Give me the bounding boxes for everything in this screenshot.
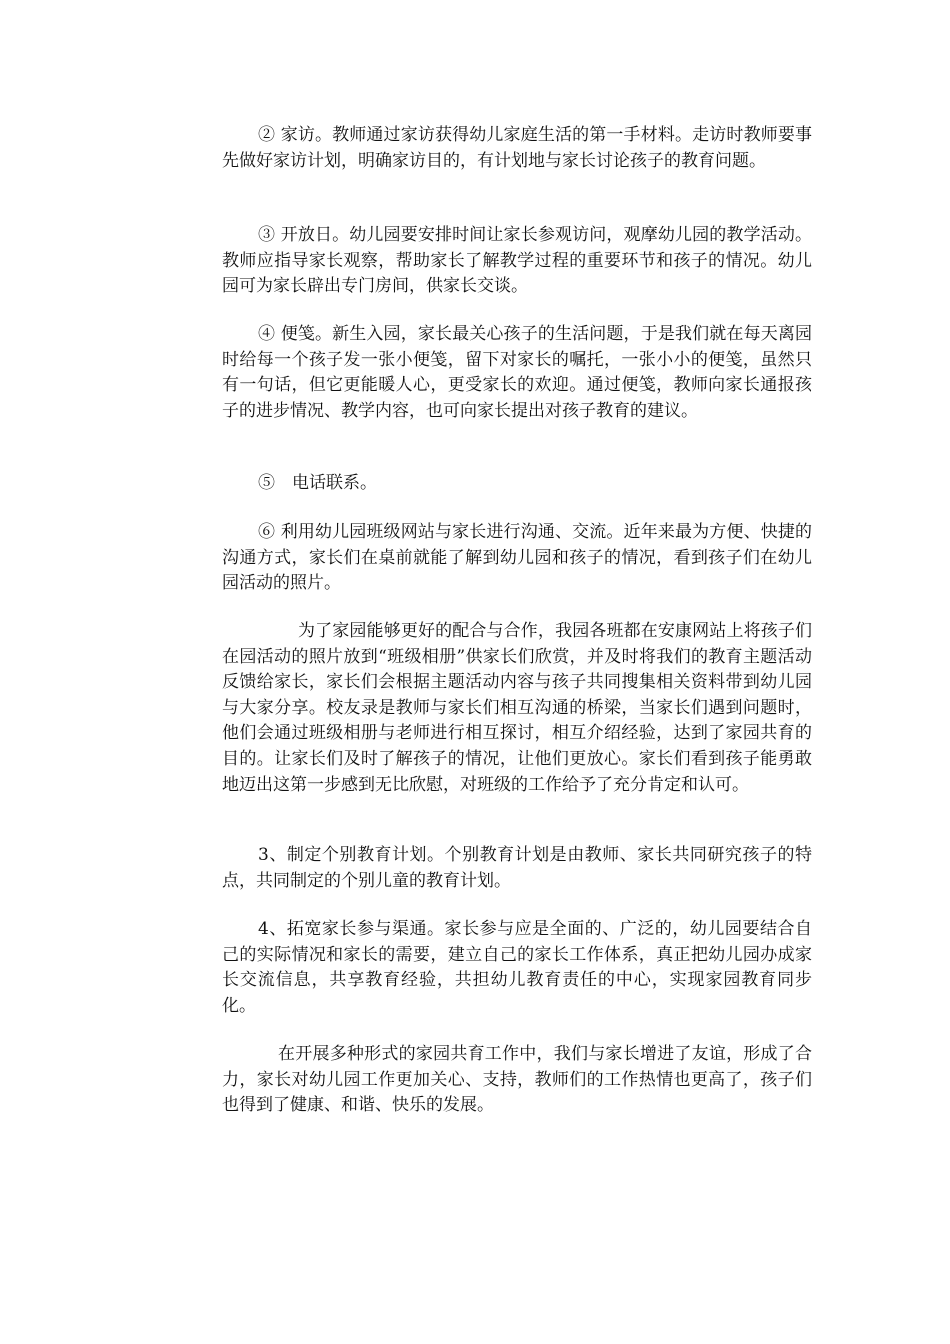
paragraph-individual-plan: 3、制定个别教育计划。个别教育计划是由教师、家长共同研究孩子的特点，共同制定的个别儿童的教育计划。 — [222, 845, 812, 891]
paragraph-phone-contact: ⑤ 电话联系。 — [258, 473, 377, 493]
paragraph-home-visit: ② 家访。教师通过家访获得幼儿家庭生活的第一手材料。走访时教师要事先做好家访计划，明确家访目的，有计划地与家长讨论孩子的教育问题。 — [222, 125, 812, 171]
paragraph-class-album: 为了家园能够更好的配合与合作，我园各班都在安康网站上将孩子们在园活动的照片放到“班级相册”供家长们欣赏，并及时将我们的教育主题活动反馈给家长，家长们会根据主题活动内容与孩子共同搜集相关资料带到幼儿园与大家分享。校友录是教师与家长们相互沟通的桥梁，当家长们遇到问题时，他们会通过班级相册与老师进行相互探讨，相互介绍经验，达到了家园共育的目的。让家长们及时了解孩子的情况，让他们更放心。家长们看到孩子能勇敢地迈出这第一步感到无比欣慰，对班级的工作给予了充分肯定和认可。 — [222, 621, 812, 795]
paragraph-open-day: ③ 开放日。幼儿园要安排时间让家长参观访问，观摩幼儿园的教学活动。教师应指导家长观察，帮助家长了解教学过程的重要环节和孩子的情况。幼儿园可为家长辟出专门房间，供家长交谈。 — [222, 225, 812, 297]
paragraph-class-website: ⑥ 利用幼儿园班级网站与家长进行沟通、交流。近年来最为方便、快捷的沟通方式，家长们在桌前就能了解到幼儿园和孩子的情况，看到孩子们在幼儿园活动的照片。 — [222, 522, 812, 594]
paragraph-notes: ④ 便笺。新生入园，家长最关心孩子的生活问题，于是我们就在每天离园时给每一个孩子发一张小便笺，留下对家长的嘱托，一张小小的便笺，虽然只有一句话，但它更能暖人心，更受家长的欢迎。通过便笺，教师向家长通报孩子的进步情况、教学内容，也可向家长提出对孩子教育的建议。 — [222, 324, 812, 421]
paragraph-conclusion: 在开展多种形式的家园共育工作中，我们与家长增进了友谊，形成了合力，家长对幼儿园工作更加关心、支持，教师们的工作热情也更高了，孩子们也得到了健康、和谐、快乐的发展。 — [222, 1044, 812, 1116]
paragraph-parent-participation: 4、拓宽家长参与渠通。家长参与应是全面的、广泛的，幼儿园要结合自己的实际情况和家长的需要，建立自己的家长工作体系，真正把幼儿园办成家长交流信息，共享教育经验，共担幼儿教育责任的中心，实现家园教育同步化。 — [222, 919, 812, 1016]
